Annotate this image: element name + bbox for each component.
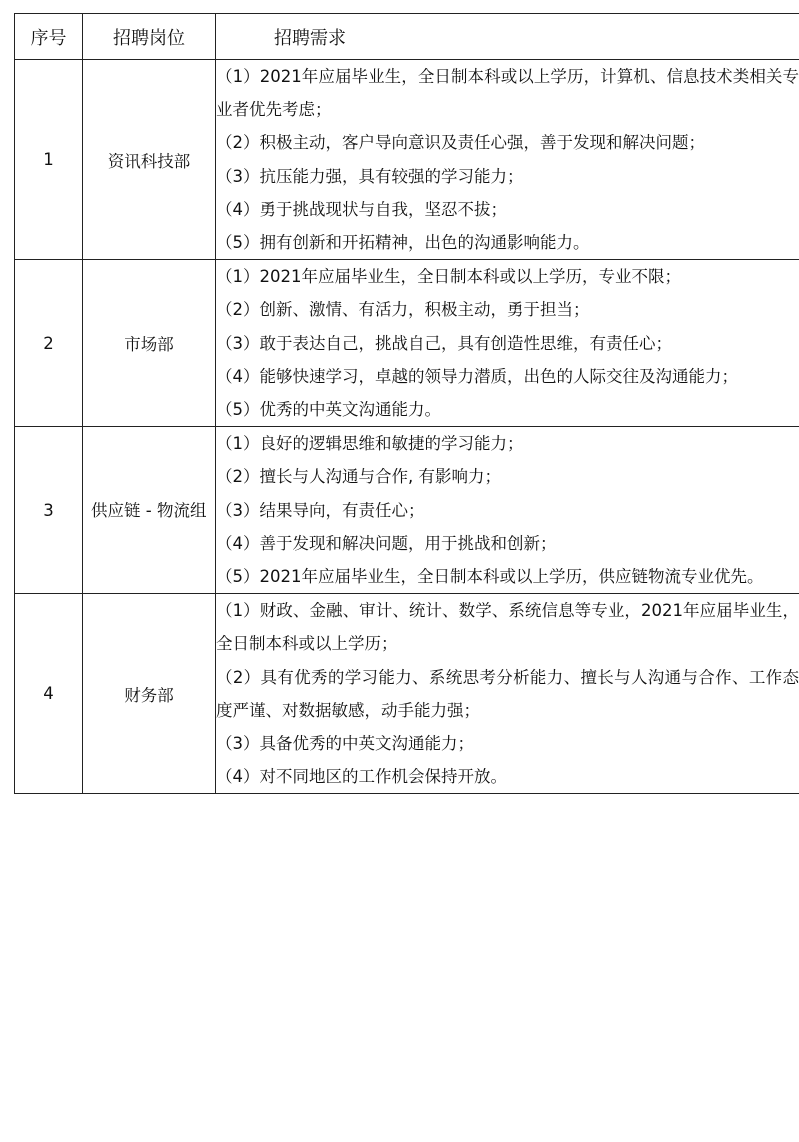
requirement-item: （3）抗压能力强，具有较强的学习能力； <box>216 166 524 186</box>
requirement-item: （5）2021年应届毕业生，全日制本科或以上学历，供应链物流专业优先。 <box>216 567 764 587</box>
requirement-item: （2）积极主动，客户导向意识及责任心强，善于发现和解决问题； <box>216 133 705 153</box>
requirement-item: （3）敢于表达自己，挑战自己，具有创造性思维，有责任心； <box>216 333 672 353</box>
recruitment-table <box>14 13 799 794</box>
row-department: 供应链 - 物流组 <box>83 427 216 594</box>
header-row <box>15 14 799 60</box>
table-row <box>15 60 799 260</box>
row-number: 4 <box>15 594 83 794</box>
requirement-item: （4）能够快速学习，卓越的领导力潜质，出色的人际交往及沟通能力； <box>216 366 738 386</box>
row-department: 财务部 <box>83 594 216 794</box>
header-position: 招聘岗位 <box>83 14 216 60</box>
requirement-item: （1）2021年应届毕业生，全日制本科或以上学历，计算机、信息技术类相关专业者优先考虑； <box>216 67 799 120</box>
row-number: 2 <box>15 260 83 427</box>
requirement-item: （4）对不同地区的工作机会保持开放。 <box>216 767 507 787</box>
requirement-item: （5）拥有创新和开拓精神，出色的沟通影响能力。 <box>216 233 590 253</box>
requirement-item: （2）擅长与人沟通与合作, 有影响力； <box>216 467 501 487</box>
row-department: 市场部 <box>83 260 216 427</box>
row-requirements <box>216 260 799 427</box>
requirement-item: （3）具备优秀的中英文沟通能力； <box>216 734 474 754</box>
row-department: 资讯科技部 <box>83 60 216 260</box>
requirement-item: （1）2021年应届毕业生，全日制本科或以上学历，专业不限； <box>216 267 681 287</box>
requirement-item: （3）结果导向，有责任心； <box>216 500 425 520</box>
table-row <box>15 260 799 427</box>
requirement-item: （2）具有优秀的学习能力、系统思考分析能力、擅长与人沟通与合作、工作态度严谨、对数据敏感，动手能力强； <box>216 667 799 720</box>
header-no: 序号 <box>15 14 83 60</box>
header-requirements: 招聘需求 <box>216 14 799 60</box>
row-number: 1 <box>15 60 83 260</box>
requirement-item: （1）良好的逻辑思维和敏捷的学习能力； <box>216 434 524 454</box>
row-requirements <box>216 427 799 594</box>
table-row <box>15 594 799 794</box>
requirement-item: （2）创新、激情、有活力，积极主动，勇于担当； <box>216 300 590 320</box>
requirement-item: （4）勇于挑战现状与自我，坚忍不拔； <box>216 199 507 219</box>
requirement-item: （5）优秀的中英文沟通能力。 <box>216 400 441 420</box>
row-requirements <box>216 60 799 260</box>
row-number: 3 <box>15 427 83 594</box>
requirement-item: （4）善于发现和解决问题，用于挑战和创新； <box>216 533 557 553</box>
requirement-item: （1）财政、金融、审计、统计、数学、系统信息等专业，2021年应届毕业生，全日制本科或以上学历； <box>216 601 799 654</box>
table-row <box>15 427 799 594</box>
row-requirements <box>216 594 799 794</box>
